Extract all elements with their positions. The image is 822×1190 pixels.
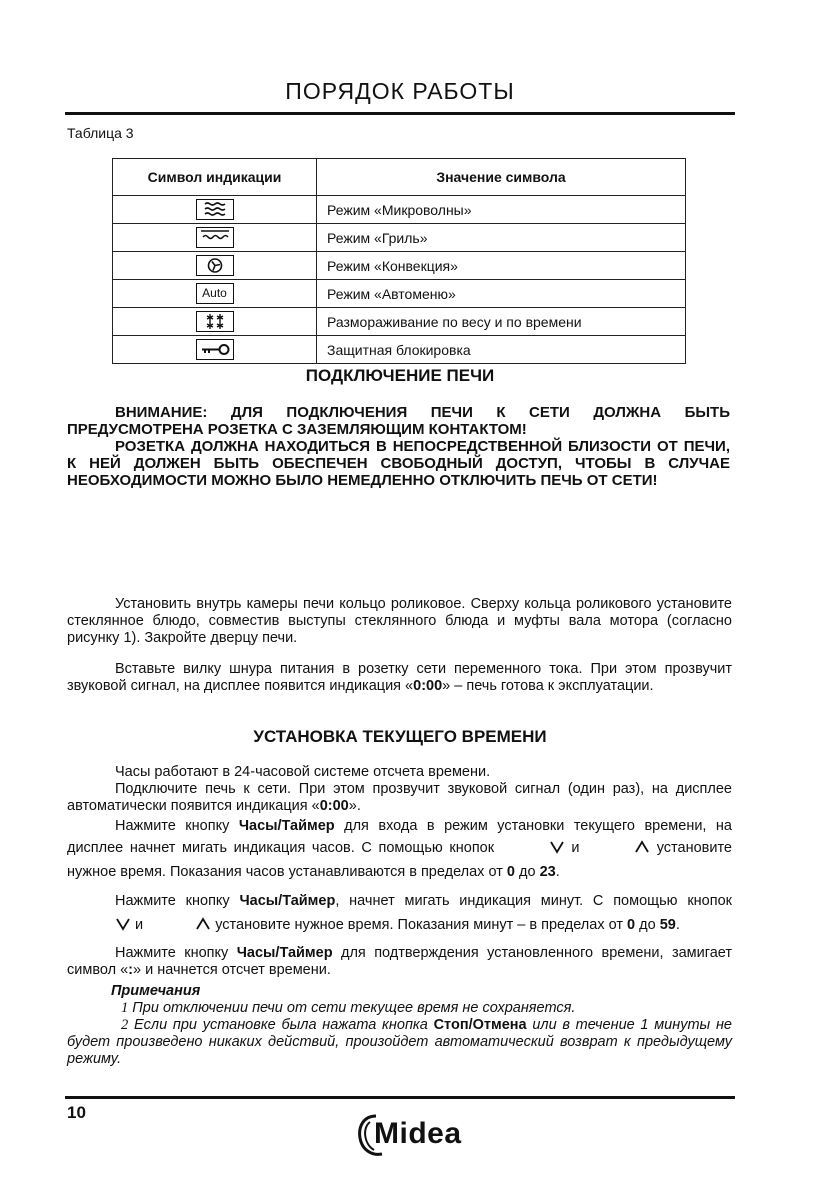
row-meaning: Защитная блокировка	[317, 336, 686, 364]
grill-icon	[196, 227, 234, 248]
row-meaning: Режим «Микроволны»	[317, 196, 686, 224]
paragraph-set-hours: Нажмите кнопку Часы/Таймер для входа в режим установки текущего времени, на дисплее начнет мигать индикация часов. С помощью кнопок и установите нужное время. Показания часов устанавливаются в пределах от 0 до 23.	[67, 818, 732, 880]
auto-icon: Auto	[196, 283, 234, 304]
warning-socket-access: РОЗЕТКА ДОЛЖНА НАХОДИТЬСЯ В НЕПОСРЕДСТВЕННОЙ БЛИЗОСТИ ОТ ПЕЧИ, К НЕЙ ДОЛЖЕН БЫТЬ ОБЕСПЕЧЕН СВОБОДНЫЙ ДОСТУП, ЧТОБЫ В СЛУЧАЕ НЕОБХОДИМОСТИ МОЖНО БЫЛО НЕМЕДЛЕННО ОТКЛЮЧИТЬ ПЕЧЬ ОТ СЕТИ!	[67, 438, 730, 489]
colon-symbol: :	[128, 962, 134, 978]
table-row	[113, 336, 686, 364]
brand-logo	[356, 1112, 476, 1167]
note-1: 1 При отключении печи от сети текущее время не сохраняется.	[121, 1000, 576, 1016]
table-row	[113, 252, 686, 280]
paragraph-confirm: Нажмите кнопку Часы/Таймер для подтверждения установленного времени, замигает символ «:» и начнется отсчет времени.	[67, 945, 732, 978]
defrost-icon	[196, 311, 234, 332]
table-label: Таблица 3	[67, 125, 134, 141]
down-arrow-icon	[67, 915, 131, 939]
warning-grounding: ВНИМАНИЕ: ДЛЯ ПОДКЛЮЧЕНИЯ ПЕЧИ К СЕТИ ДОЛЖНА БЫТЬ ПРЕДУСМОТРЕНА РОЗЕТКА С ЗАЗЕМЛЯЮЩИМ КОНТАКТОМ!	[67, 404, 730, 438]
paragraph-power-plug: Вставьте вилку шнура питания в розетку сети переменного тока. При этом прозвучит звуковой сигнал, на дисплее появится индикация «0:00» – печь готова к эксплуатации.	[67, 661, 732, 694]
paragraph-set-minutes: Нажмите кнопку Часы/Таймер, начнет мигать индикация минут. С помощью кнопок и установите нужное время. Показания минут – в пределах от 0 до 59.	[67, 889, 732, 939]
brand-name: Midea	[374, 1117, 462, 1150]
note-2: 2 Если при установке была нажата кнопка Стоп/Отмена или в течение 1 минуты не будет произведено никаких действий, произойдет автоматический возврат к предыдущему режиму.	[67, 1017, 732, 1067]
row-meaning: Режим «Гриль»	[317, 224, 686, 252]
up-arrow-icon	[586, 839, 650, 861]
display-value: 0:00	[413, 678, 443, 694]
table-row	[113, 308, 686, 336]
section-title-connection: ПОДКЛЮЧЕНИЕ ПЕЧИ	[305, 366, 495, 385]
time-instructions	[67, 764, 732, 979]
paragraph-roller-ring: Установить внутрь камеры печи кольцо роликовое. Сверху кольца роликового установите стеклянное блюдо, совместив выступы стеклянного блюда и муфты вала мотора (согласно рисунку 1). Закройте дверцу печи.	[67, 596, 732, 646]
convection-icon	[196, 255, 234, 276]
lock-key-icon	[196, 339, 234, 360]
col-header-symbol: Символ индикации	[113, 159, 317, 196]
table-row	[113, 224, 686, 252]
row-meaning: Режим «Конвекция»	[317, 252, 686, 280]
clock-timer-button-label: Часы/Таймер	[239, 893, 336, 909]
display-value: 0:00	[319, 798, 349, 814]
down-arrow-icon	[501, 839, 565, 861]
notes-block	[67, 983, 732, 1068]
section-title-time: УСТАНОВКА ТЕКУЩЕГО ВРЕМЕНИ	[253, 727, 547, 746]
col-header-meaning: Значение символа	[317, 159, 686, 196]
up-arrow-icon	[147, 915, 211, 939]
symbol-table	[112, 158, 686, 364]
notes-title: Примечания	[111, 983, 201, 999]
paragraph-24h: Часы работают в 24-часовой системе отсчета времени.	[115, 764, 491, 780]
paragraph-connect: Подключите печь к сети. При этом прозвучит звуковой сигнал (один раз), на дисплее автоматически появится индикация «0:00».	[67, 781, 732, 814]
page-title: ПОРЯДОК РАБОТЫ	[285, 78, 515, 104]
row-meaning: Режим «Автоменю»	[317, 280, 686, 308]
page-number: 10	[67, 1103, 86, 1122]
table-header-row	[113, 159, 686, 196]
table-row	[113, 280, 686, 308]
stop-cancel-button-label: Стоп/Отмена	[433, 1017, 527, 1033]
table-row	[113, 196, 686, 224]
microwave-icon	[196, 199, 234, 220]
footer-rule	[65, 1096, 735, 1099]
clock-timer-button-label: Часы/Таймер	[236, 945, 333, 961]
clock-timer-button-label: Часы/Таймер	[238, 818, 335, 834]
row-meaning: Размораживание по весу и по времени	[317, 308, 686, 336]
warning-block	[67, 404, 730, 489]
header-rule	[65, 112, 735, 115]
